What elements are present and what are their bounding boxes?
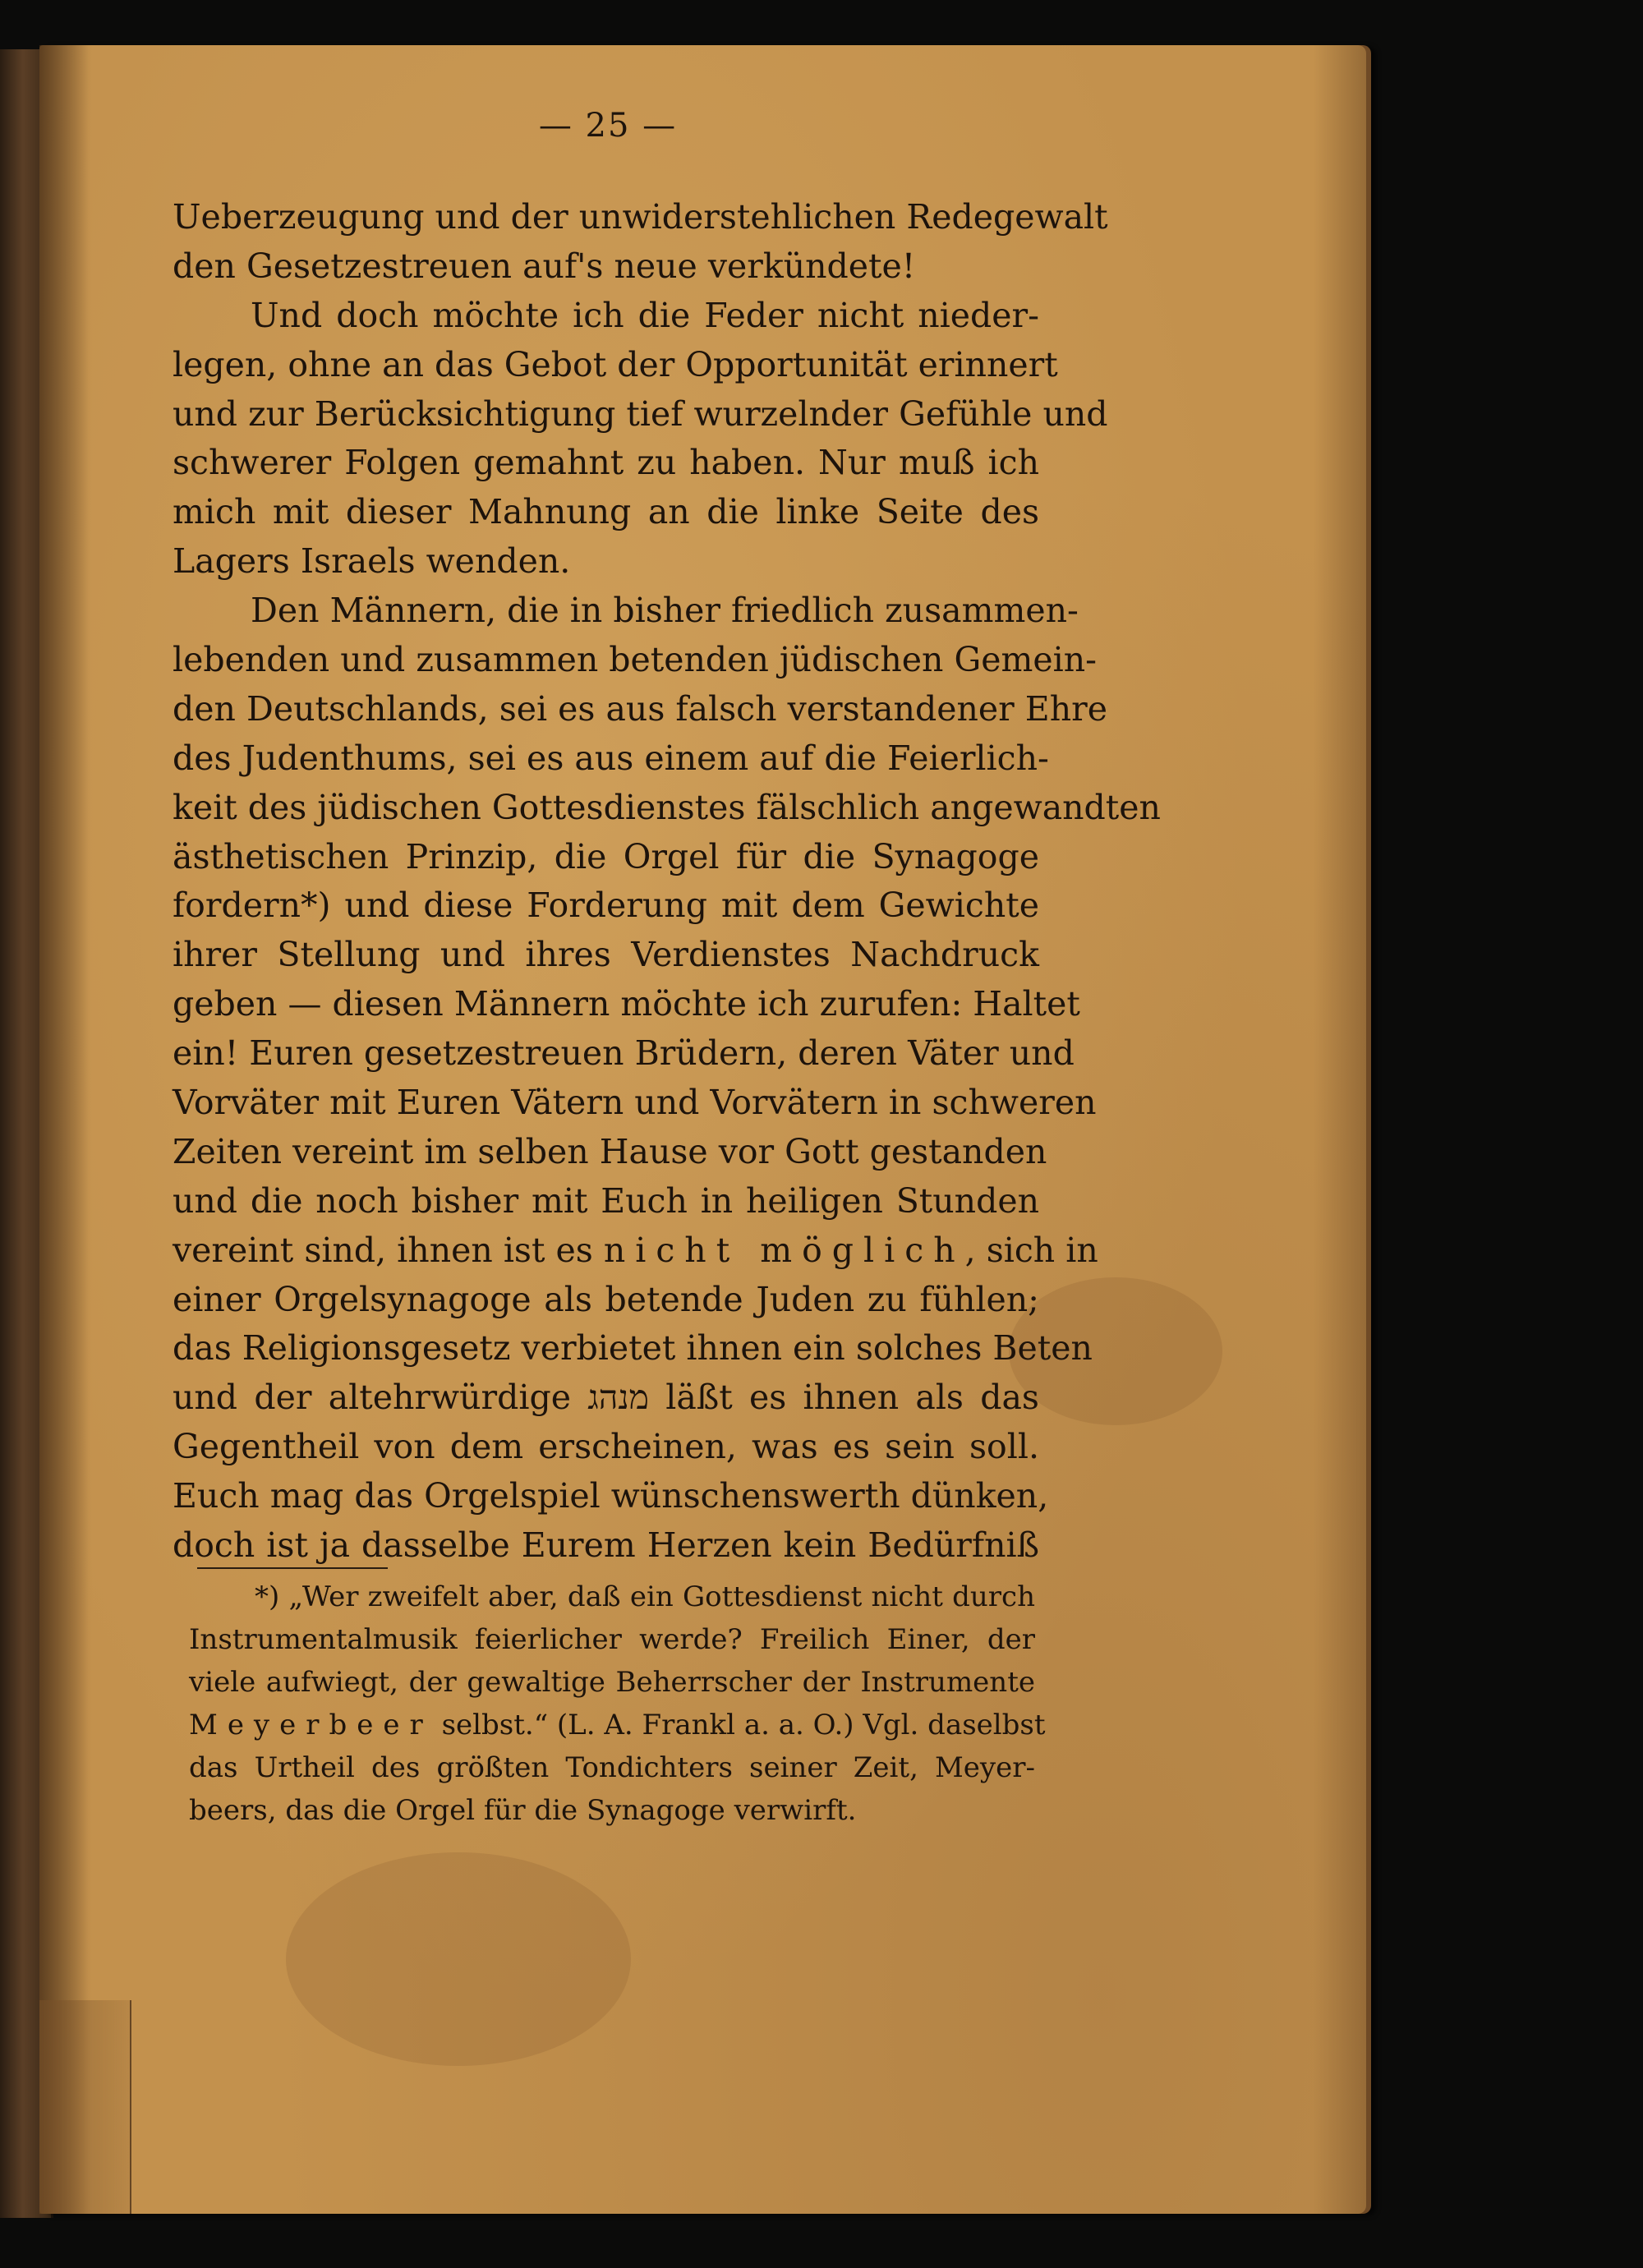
text-line: Zeiten vereint im selben Hause vor Gott gestanden xyxy=(173,1131,1047,1171)
paper-stain xyxy=(286,1852,631,2066)
text-line: schwerer Folgen gemahnt zu haben. Nur muß ich xyxy=(173,443,1039,483)
text-segment: und der altehrwürdige xyxy=(173,1378,571,1418)
text-line: den Gesetzestreuen auf's neue verkündete! xyxy=(173,246,916,286)
text-line: einer Orgelsynagoge als betende Juden zu fühlen; xyxy=(173,1279,1039,1319)
emphasized-text: Meyerbeer xyxy=(189,1709,433,1741)
text-line: und die noch bisher mit Euch in heiligen Stunden xyxy=(173,1180,1039,1221)
torn-page-edge xyxy=(39,2000,131,2214)
text-line: Den Männern, die in bisher friedlich zusammen- xyxy=(251,591,1079,631)
text-line: Lagers Israels wenden. xyxy=(173,541,571,582)
text-line: geben — diesen Männern möchte ich zurufen: Haltet xyxy=(173,984,1080,1024)
text-line: legen, ohne an das Gebot der Opportunität erinnert xyxy=(173,344,1058,384)
text-line xyxy=(173,1226,1098,1276)
text-line: mich mit dieser Mahnung an die linke Seite des xyxy=(173,492,1039,532)
text-segment: , sich in xyxy=(964,1230,1098,1270)
text-line: ihrer Stellung und ihres Verdienstes Nachdruck xyxy=(173,935,1039,975)
footnote-line: *) „Wer zweifelt aber, daß ein Gottesdienst nicht durch xyxy=(255,1580,1035,1613)
text-line: des Judenthums, sei es aus einem auf die Feierlich- xyxy=(173,738,1049,778)
text-line: das Religionsgesetz verbietet ihnen ein solches Beten xyxy=(173,1328,1093,1369)
text-line xyxy=(173,1373,1039,1423)
footnote xyxy=(189,1576,1046,1832)
text-line: ästhetischen Prinzip, die Orgel für die Synagoge xyxy=(173,836,1039,876)
text-line: keit des jüdischen Gottesdienstes fälschlich angewandten xyxy=(173,787,1161,827)
gutter-shadow xyxy=(39,45,89,2214)
text-line: Gegentheil von dem erscheinen, was es sein soll. xyxy=(173,1427,1039,1467)
text-line: ein! Euren gesetzestreuen Brüdern, deren Väter und xyxy=(173,1033,1075,1074)
text-line: Euch mag das Orgelspiel wünschenswerth dünken, xyxy=(173,1476,1049,1516)
text-segment: selbst.“ (L. A. Frankl a. a. O.) Vgl. daselbst xyxy=(441,1709,1046,1741)
footnote-line: das Urtheil des größten Tondichters seiner Zeit, Meyer- xyxy=(189,1751,1035,1784)
text-line: und zur Berücksichtigung tief wurzelnder Gefühle und xyxy=(173,393,1108,434)
footnote-line: Instrumentalmusik feierlicher werde? Freilich Einer, der xyxy=(189,1623,1035,1656)
footnote-line xyxy=(189,1704,1046,1746)
text-segment: vereint sind, ihnen ist es xyxy=(173,1230,593,1270)
hebrew-word: מנהג xyxy=(587,1378,649,1418)
footnote-line: beers, das die Orgel für die Synagoge verwirft. xyxy=(189,1794,857,1827)
text-line: doch ist ja dasselbe Eurem Herzen kein Bedürfniß xyxy=(173,1525,1039,1566)
text-line: fordern*) und diese Forderung mit dem Gewichte xyxy=(173,886,1039,926)
page-number: — 25 — xyxy=(538,107,678,145)
text-line: lebenden und zusammen betenden jüdischen Gemein- xyxy=(173,640,1097,680)
text-line: Ueberzeugung und der unwiderstehlichen Redegewalt xyxy=(173,197,1108,237)
emphasized-text: nicht möglich xyxy=(603,1230,965,1270)
footnote-line: viele aufwiegt, der gewaltige Beherrscher der Instrumente xyxy=(189,1666,1035,1699)
text-line: Und doch möchte ich die Feder nicht nieder- xyxy=(251,295,1039,335)
text-line: den Deutschlands, sei es aus falsch verstandener Ehre xyxy=(173,688,1107,729)
body-text xyxy=(173,193,1161,1571)
footnote-divider xyxy=(197,1567,388,1569)
text-segment: läßt es ihnen als das xyxy=(665,1378,1039,1418)
text-line: Vorväter mit Euren Vätern und Vorvätern in schweren xyxy=(173,1083,1097,1123)
